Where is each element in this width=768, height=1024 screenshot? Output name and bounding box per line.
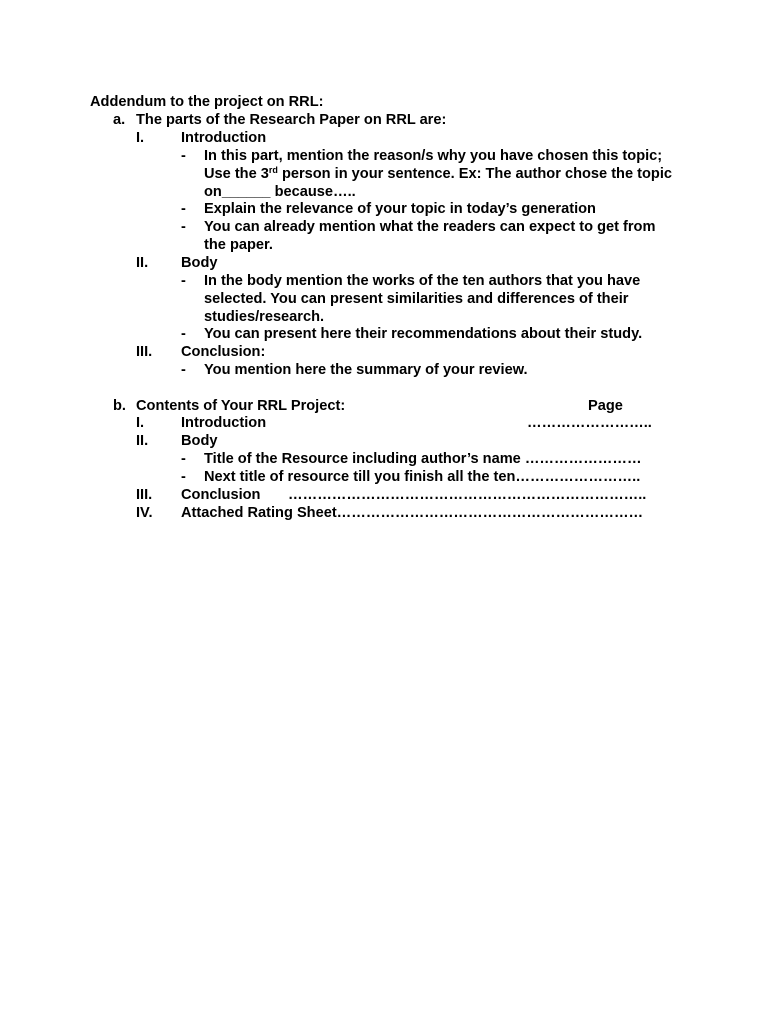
toc-numeral: IV. bbox=[136, 505, 153, 521]
bullet-text-summary: You mention here the summary of your review. bbox=[204, 362, 528, 378]
bullet-marker: - bbox=[181, 469, 186, 485]
bullet-text-recommendations: You can present here their recommendations about their study. bbox=[204, 326, 643, 342]
section-a-marker: a. bbox=[113, 112, 126, 128]
bullet-text-introduction-reason: In this part, mention the reason/s why you have chosen this topic; Use the 3rd person in your sentence. Ex: The author chose the topic on______ because….. bbox=[204, 148, 672, 200]
part-numeral: II. bbox=[136, 255, 149, 271]
section-b-marker: b. bbox=[113, 398, 126, 414]
bullet-marker: - bbox=[181, 326, 186, 342]
toc-label-conclusion: Conclusion bbox=[181, 487, 261, 503]
part-label-introduction: Introduction bbox=[181, 130, 267, 146]
document-heading: Addendum to the project on RRL: bbox=[90, 94, 324, 110]
bullet-marker: - bbox=[181, 201, 186, 217]
toc-bullet-resource-title: Title of the Resource including author’s name …………………… bbox=[204, 451, 642, 467]
toc-bullet-next-title: Next title of resource till you finish all the ten…………………….. bbox=[204, 469, 641, 485]
section-a-title: The parts of the Research Paper on RRL are: bbox=[136, 112, 447, 128]
bullet-text-expectations: You can already mention what the readers can expect to get from the paper. bbox=[204, 219, 656, 253]
bullet-marker: - bbox=[181, 362, 186, 378]
page-column-header: Page bbox=[588, 398, 623, 414]
part-numeral: I. bbox=[136, 130, 145, 146]
part-label-body: Body bbox=[181, 255, 218, 271]
toc-leader-introduction: …………………….. bbox=[527, 415, 652, 431]
toc-leader-conclusion: ……………………………………………………………….. bbox=[288, 487, 647, 503]
bullet-text-relevance: Explain the relevance of your topic in today’s generation bbox=[204, 201, 596, 217]
toc-label-rating-sheet: Attached Rating Sheet……………………………………………………… bbox=[181, 505, 644, 521]
bullet-marker: - bbox=[181, 148, 186, 164]
section-b-title: Contents of Your RRL Project: bbox=[136, 398, 346, 414]
toc-numeral: III. bbox=[136, 487, 153, 503]
toc-numeral: I. bbox=[136, 415, 145, 431]
bullet-marker: - bbox=[181, 273, 186, 289]
part-numeral: III. bbox=[136, 344, 153, 360]
bullet-text-body-works: In the body mention the works of the ten authors that you have selected. You can present similarities and differences of their studies/research. bbox=[204, 273, 641, 325]
toc-label-introduction: Introduction bbox=[181, 415, 267, 431]
bullet-marker: - bbox=[181, 219, 186, 235]
toc-label-body: Body bbox=[181, 433, 218, 449]
toc-numeral: II. bbox=[136, 433, 149, 449]
part-label-conclusion: Conclusion: bbox=[181, 344, 266, 360]
bullet-marker: - bbox=[181, 451, 186, 467]
